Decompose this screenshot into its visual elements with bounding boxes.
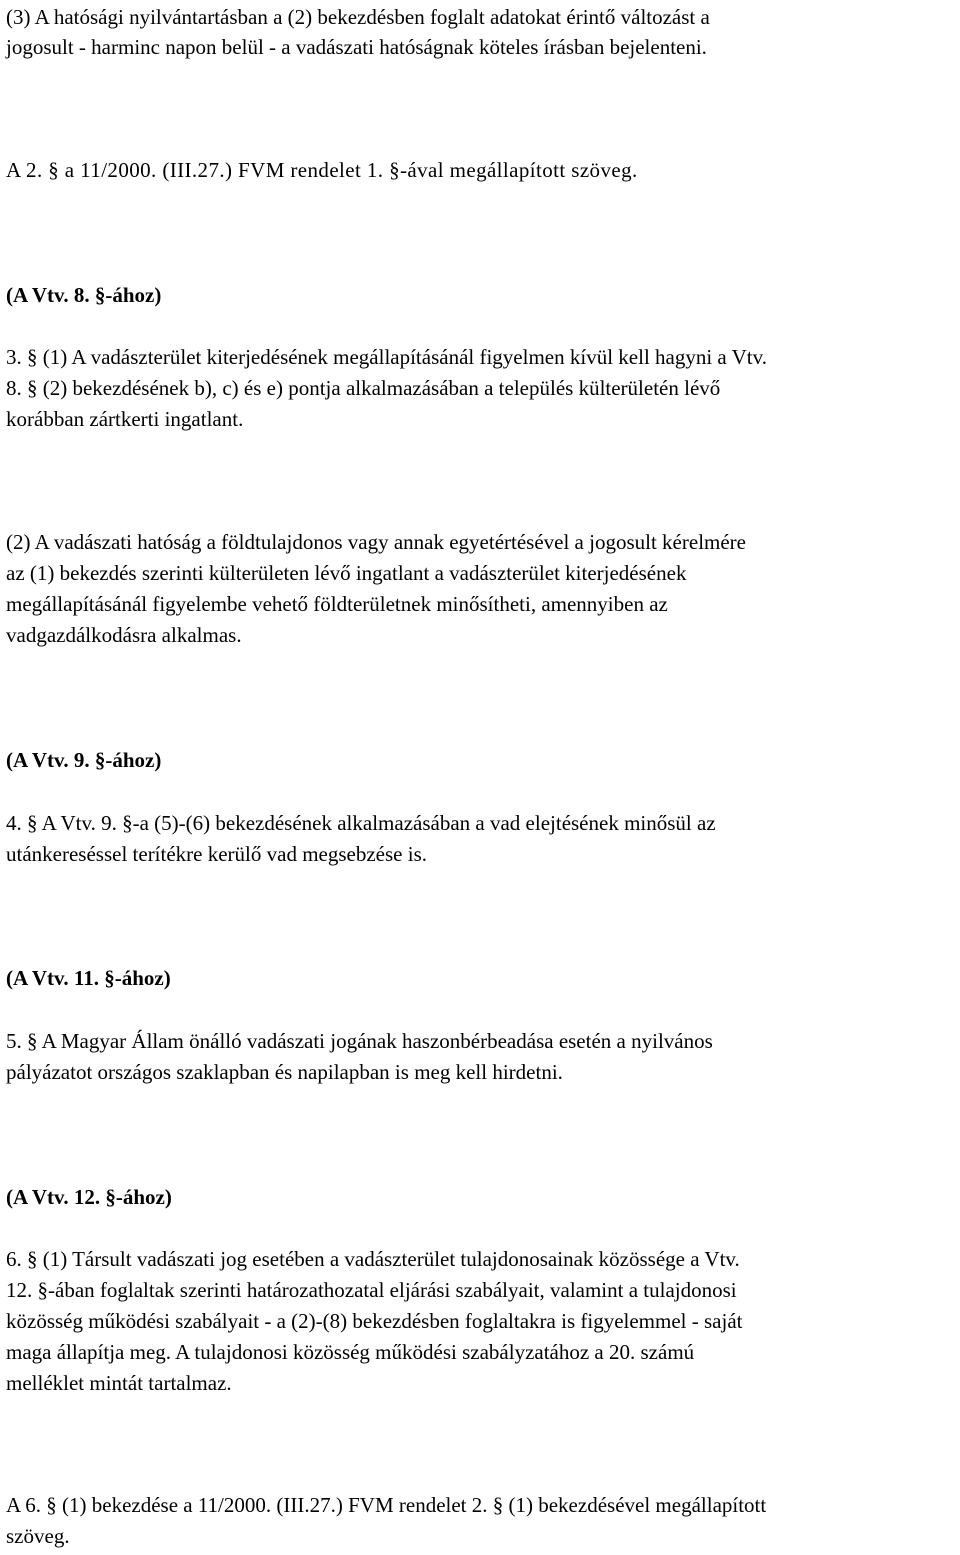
section-3-2-line-2: az (1) bekezdés szerinti külterületen lévő ingatlant a vadászterület kiterjedésének	[6, 561, 687, 585]
heading-vtv-11: (A Vtv. 11. §-ához)	[6, 966, 171, 990]
section-6-line-2: 12. §-ában foglaltak szerinti határozathozatal eljárási szabályait, valamint a tulajdonosi	[6, 1278, 737, 1302]
section-3-2-line-3: megállapításánál figyelembe vehető földterületnek minősítheti, amennyiben az	[6, 592, 668, 616]
section-3-2-line-4: vadgazdálkodásra alkalmas.	[6, 623, 242, 647]
paragraph-3-line-2: jogosult - harminc napon belül - a vadászati hatóságnak köteles írásban bejelenteni.	[6, 35, 707, 59]
section-6-line-1: 6. § (1) Társult vadászati jog esetében a vadászterület tulajdonosainak közössége a Vtv.	[6, 1247, 740, 1271]
section-4-line-2: utánkereséssel terítékre kerülő vad megsebzése is.	[6, 842, 427, 866]
heading-vtv-8: (A Vtv. 8. §-ához)	[6, 283, 162, 307]
section-5-line-1: 5. § A Magyar Állam önálló vadászati jogának haszonbérbeadása esetén a nyilvános	[6, 1029, 713, 1053]
section-6-line-3: közösség működési szabályait - a (2)-(8) bekezdésben foglaltakra is figyelemmel - saját	[6, 1309, 743, 1333]
section-6-line-5: melléklet mintát tartalmaz.	[6, 1371, 232, 1395]
section-6-line-4: maga állapítja meg. A tulajdonosi közösség működési szabályzatához a 20. számú	[6, 1340, 695, 1364]
paragraph-3-line-1: (3) A hatósági nyilvántartásban a (2) bekezdésben foglalt adatokat érintő változást a	[6, 5, 710, 29]
section-5-line-2: pályázatot országos szaklapban és napilapban is meg kell hirdetni.	[6, 1060, 563, 1084]
footnote-6-line-1: A 6. § (1) bekezdése a 11/2000. (III.27.) FVM rendelet 2. § (1) bekezdésével megállapított	[6, 1493, 767, 1517]
section-4-line-1: 4. § A Vtv. 9. §-a (5)-(6) bekezdésének alkalmazásában a vad elejtésének minősül az	[6, 811, 716, 835]
section-3-line-3: korábban zártkerti ingatlant.	[6, 407, 244, 431]
section-3-line-1: 3. § (1) A vadászterület kiterjedésének megállapításánál figyelmen kívül kell hagyni a Vtv.	[6, 345, 768, 369]
footnote-6-line-2: szöveg.	[6, 1524, 70, 1548]
section-3-line-2: 8. § (2) bekezdésének b), c) és e) pontja alkalmazásában a település külterületén lévő	[6, 376, 721, 400]
section-3-2-line-1: (2) A vadászati hatóság a földtulajdonos vagy annak egyetértésével a jogosult kérelmére	[6, 530, 746, 554]
heading-vtv-12: (A Vtv. 12. §-ához)	[6, 1185, 172, 1209]
heading-vtv-9: (A Vtv. 9. §-ához)	[6, 748, 162, 772]
footnote-2: A 2. § a 11/2000. (III.27.) FVM rendelet 1. §-ával megállapított szöveg.	[6, 158, 638, 182]
